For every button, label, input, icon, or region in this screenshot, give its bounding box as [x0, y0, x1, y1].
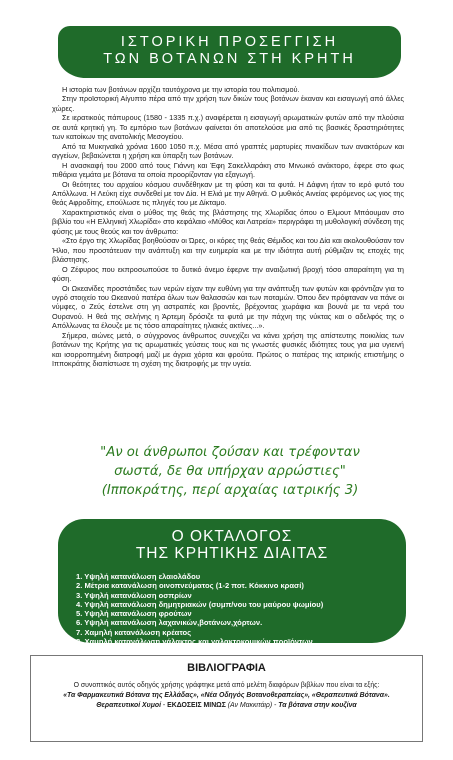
book-title: «Νέα Οδηγός Βοτανοθεραπείας»,	[200, 692, 310, 699]
paragraph: Χαρακτηριστικός είναι ο μύθος της θεάς της βλάστησης της Χλωρίδας όπου ο Ελμουτ Μπάουμαν στο βιβλίο του «Η Ελληνική Χλωρίδα» στο κεφάλαιο «Μύθος και Λατρεία» περιγράφει τη μυθολογική σύνδεση της φύσης με τους θεούς και τον άνθρωπο:	[52, 207, 404, 236]
diet-item: 2. Μέτρια κατανάλωση οινοπνεύματος (1-2 ποτ. Κόκκινο κρασί)	[76, 581, 304, 591]
diet-list	[76, 572, 323, 646]
paragraph: Ο Ζέφυρος που εκπροσωπούσε το δυτικό άνεμο έφερνε την αναιζωτική βροχή τόσο απαραίτητη για τη φύση.	[52, 264, 404, 284]
diet-item: 1. Υψηλή κατανάλωση ελαιολάδου	[76, 572, 201, 581]
hippocrates-quote	[40, 443, 420, 500]
bibliography-intro: Ο συνοπτικός αυτός οδηγός χρήσης γράφτηκε μετά από μελέτη διαφόρων βιβλίων που είναι τα εξής:	[73, 682, 380, 689]
book-title: «Θεραπευτικά Βότανα».	[311, 692, 390, 699]
diet-item: 7. Χαμηλή κατανάλωση κρέατος	[76, 627, 192, 637]
bibliography-box	[30, 655, 423, 742]
paragraph: Η ανασκαφή του 2000 από τους Γιάννη και Έφη Σακελλαράκη στο Μινωικό ανάκτορο, έφερε στο φως πιθάρια γεμάτα με βότανα τα οποία προορίζονταν για εξαγωγή.	[52, 160, 404, 180]
diet-item: 4. Υψηλή κατανάλωση δημητριακών (συμπ/νου του μαύρου ψωμίου)	[76, 599, 324, 609]
title-line-2: ΤΩΝ ΒΟΤΑΝΩΝ ΣΤΗ ΚΡΗΤΗ	[103, 51, 356, 67]
paragraph: Από τα Μυκηναϊκά χρόνια 1600 1050 π.χ. Μέσα από γραπτές μαρτυρίες πινακίδων των ανακτόρων και αγγείων, βεβαιώνεται η χρήση και ύπαρξη των βοτάνων.	[52, 141, 404, 161]
diet-title-2: ΤΗΣ ΚΡΗΤΙΚΗΣ ΔΙΑΙΤΑΣ	[135, 545, 329, 562]
paragraph: Στην προϊστορική Αίγυπτο πέρα από την χρήση των δικών τους βοτάνων έκαναν και εισαγωγή από άλλες χώρες.	[52, 94, 404, 113]
book-title: «Τα Φαρμακευτικά Βότανα της Ελλάδας»,	[63, 692, 199, 699]
paragraph: Οι Ωκεανίδες προστάτιδες των νερών είχαν την ευθύνη για την ανάπτυξη των φυτών και φρόντιζαν για το υγρό στοιχείο του Ωκεανού πατέρα όλων των θαλασσών και των ποταμών. Όπου δεν πρόφταναν να πάνε οι νύμφες, ο Ζεύς έστελνε στη γη αστραπές και βροντές, βρέχοντας χωράφια και βουνά με τα νερά του Ουρανού. Η θεά της σελήνης η Άρτεμη δρόσιζε τα φυτά με την πάχνη της νύκτας και ο αδελφός της ο Απόλλωνας τα έλουζε με τις τόσο απαραίτητες ηλιακές ακτίνες...».	[52, 283, 404, 331]
bibliography-line-3	[31, 701, 422, 711]
separator: -	[162, 702, 166, 709]
diet-item: 5. Υψηλή κατανάλωση φρούτων	[76, 609, 192, 619]
paragraph: Οι θεότητες του αρχαίου κόσμου συνδέθηκαν με τη φύση και τα φυτά. Η Δάφνη ήταν το ιερό φυτό του Απόλλωνα. Η Λεύκη είχε συνδεθεί με τον Δία. Η Ελιά με την Αθηνά. Ο μυθικός Αινείας φερόμενος ως γιος της θεάς Αφροδίτης, επούλωσε τις πληγές του με Δίκταμο.	[52, 179, 404, 208]
separator: -	[274, 702, 277, 709]
quote-line-2: σωστά, δε θα υπήρχαν αρρώστιες"	[114, 464, 346, 479]
publisher-note: (Αν Μακκιτάιρ)	[227, 702, 273, 709]
diet-item: 8. Χαμηλή κατανάλωση γάλακτος και γαλακτοκομικών προϊόντων	[76, 637, 313, 647]
publisher: ΕΚΔΟΣΕΙΣ ΜΙΝΩΣ	[167, 702, 226, 709]
book-title: Τα βότανα στην κουζίνα	[278, 702, 357, 709]
title-line-1: ΙΣΤΟΡΙΚΗ ΠΡΟΣΕΓΓΙΣΗ	[120, 34, 339, 50]
diet-item: 3. Υψηλή κατανάλωση οσπρίων	[76, 590, 192, 600]
book-title: Θεραπευτικοί Χυμοί	[96, 702, 161, 709]
paragraph: Σήμερα, αιώνες μετά, ο σύγχρονος άνθρωπος συνεχίζει να κάνει χρήση της απίστευτης ποικιλίας των βοτάνων της Κρήτης για τις αρωματικές γεύσεις τους και τις γνωστές φυσικές ιδιότητες τους για μια υγιεινή και ισορροπημένη διατροφή μαζί με άγρια χόρτα και φρούτα. Πρώτος ο πατέρας της ιατρικής επιστήμης ο Ιπποκράτης διαπίστωσε τη σχέση της διατροφής με την υγεία.	[52, 330, 404, 369]
paragraph: Σε ιερατικούς πάπυρους (1580 - 1335 π.χ.) αναφέρεται η εισαγωγή αρωματικών φυτών από την πλούσια σε αυτά κρητική γη. Το εμπόριο των βοτάνων φαίνεται ότι αποτελούσε μια από τις βασικές δραστηριότητες των κατοίκων της ανατολικής Μεσογείου.	[52, 113, 404, 142]
paragraph: Η ιστορία των βοτάνων αρχίζει ταυτόχρονα με την ιστορία του πολιτισμού.	[62, 85, 300, 94]
title-banner	[58, 26, 401, 78]
diet-item: 6. Υψηλή κατανάλωση λαχανικών,βοτάνων,χόρτων.	[76, 618, 263, 628]
diet-title-1: Ο ΟΚΤΑΛΟΓΟΣ	[171, 528, 293, 545]
quote-attribution: (Ιπποκράτης, περί αρχαίας ιατρικής 3)	[101, 483, 359, 498]
bibliography-title: ΒΙΒΛΙΟΓΡΑΦΙΑ	[187, 662, 266, 674]
bibliography-line-2	[31, 691, 422, 701]
cretan-diet-box	[58, 519, 406, 647]
quote-line-1: "Αν οι άνθρωποι ζούσαν και τρέφονταν	[100, 445, 360, 460]
article-text	[52, 85, 404, 369]
paragraph: «Στο έργο της Χλωρίδας βοηθούσαν οι Ώρες, οι κόρες της θεάς Θέμιδος και του Δία και ακολουθούσαν τον Ήλιο, που προστάτευαν την ανάπτυξη και την ευημερία και με την ιδιότητα αυτή ρύθμιζαν τις εποχές της βλάστησης.	[52, 236, 404, 265]
